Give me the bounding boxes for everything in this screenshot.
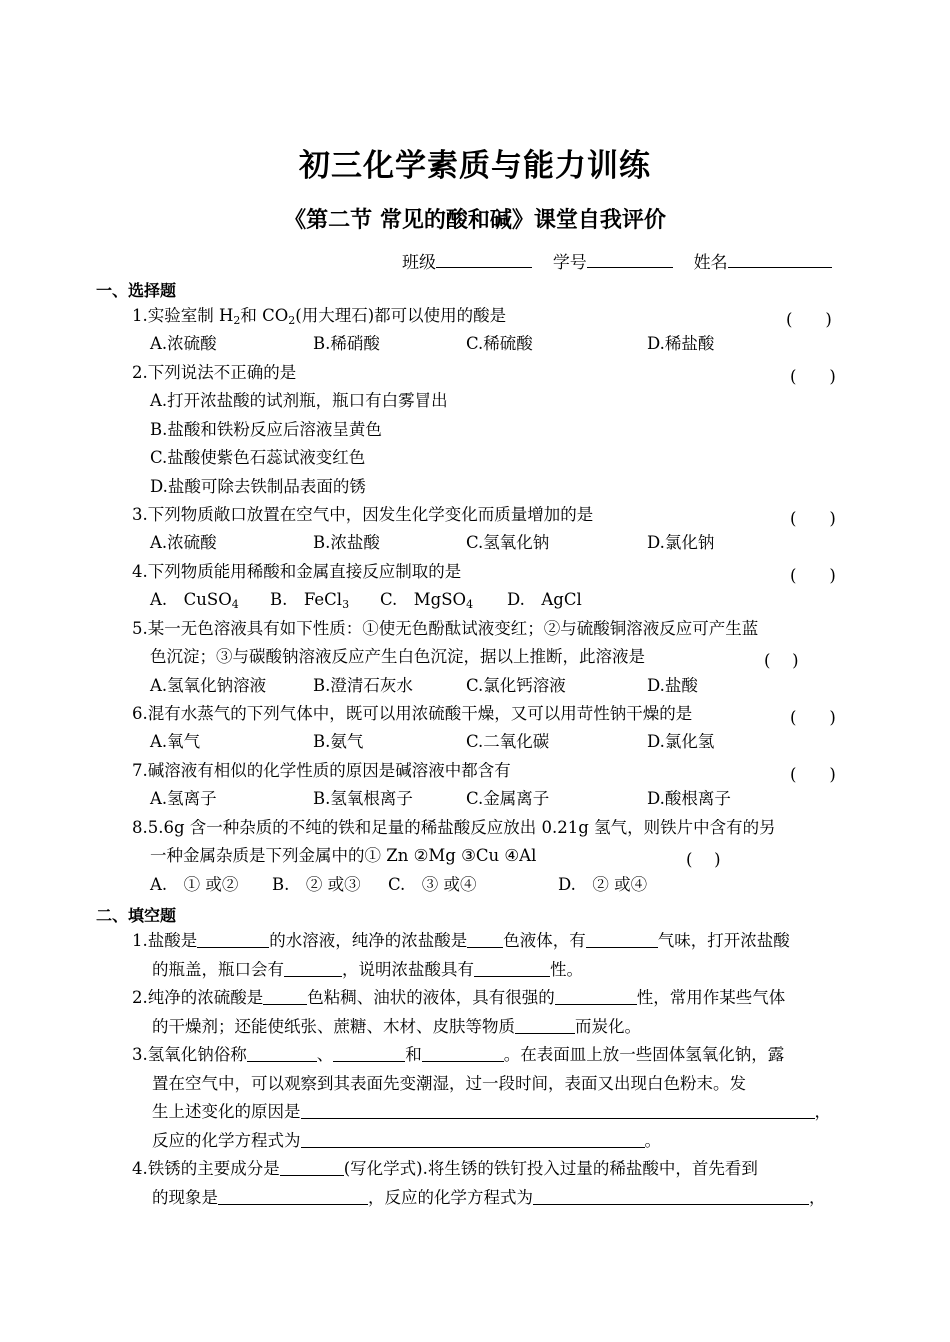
q7-answer-paren[interactable]: ( )	[790, 765, 836, 784]
q1-option-b[interactable]: B.稀硝酸	[313, 334, 380, 353]
q2-option-a[interactable]: A.打开浓盐酸的试剂瓶，瓶口有白雾冒出	[150, 391, 448, 410]
q1-option-d[interactable]: D.稀盐酸	[647, 334, 715, 353]
page-title: 初三化学素质与能力训练	[299, 148, 651, 184]
q4-option-b[interactable]: B. FeCl$_3$	[270, 590, 350, 611]
question-2: 2.下列说法不正确的是	[132, 363, 297, 382]
page-subtitle: 《第二节 常见的酸和碱》课堂自我评价	[284, 207, 666, 233]
q1-text-b: 和 CO	[240, 306, 289, 325]
q2-option-d[interactable]: D.盐酸可除去铁制品表面的锈	[150, 477, 366, 496]
fill-4-blank-3[interactable]	[533, 1189, 809, 1205]
q2-answer-paren[interactable]: ( )	[790, 367, 836, 386]
question-7: 7.碱溶液有相似的化学性质的原因是碱溶液中都含有	[132, 761, 511, 780]
fill-3-line-1: 3.氢氧化钠俗称 、 和 。在表面皿上放一些固体氢氧化钠，露	[132, 1045, 785, 1064]
question-3: 3.下列物质敞口放置在空气中，因发生化学变化而质量增加的是	[132, 505, 594, 524]
q4-answer-paren[interactable]: ( )	[790, 566, 836, 585]
question-1	[132, 306, 506, 326]
q5-option-d[interactable]: D.盐酸	[647, 676, 698, 695]
fill-2-blank-1[interactable]	[263, 989, 307, 1005]
fill-3-line-2: 置在空气中，可以观察到其表面先变潮湿，过一段时间，表面又出现白色粉末。发	[152, 1074, 746, 1093]
question-5-line-1: 5.某一无色溶液具有如下性质：①使无色酚酞试液变红；②与硫酸铜溶液反应可产生蓝	[132, 619, 759, 638]
fill-1-line-2: 的瓶盖，瓶口会有 ，说明浓盐酸具有 性。	[152, 960, 583, 979]
name-blank[interactable]	[728, 251, 832, 268]
q6-answer-paren[interactable]: ( )	[790, 708, 836, 727]
question-5-line-2: 色沉淀；③与碳酸钠溶液反应产生白色沉淀，据以上推断，此溶液是	[150, 647, 645, 666]
q6-option-b[interactable]: B.氨气	[313, 732, 364, 751]
class-label: 班级	[402, 253, 436, 273]
q4-option-a[interactable]: A. CuSO$_4$	[150, 590, 239, 611]
q7-option-b[interactable]: B.氢氧根离子	[313, 789, 413, 808]
q4-option-c[interactable]: C. MgSO$_4$	[380, 590, 474, 611]
fill-2-blank-3[interactable]	[515, 1018, 575, 1034]
q3-option-a[interactable]: A.浓硫酸	[150, 533, 217, 552]
q3-option-c[interactable]: C.氢氧化钠	[466, 533, 550, 552]
q5-option-c[interactable]: C.氯化钙溶液	[466, 676, 566, 695]
q1-sub-co2: 2	[288, 314, 296, 327]
q8-option-d[interactable]: D. ② 或④	[558, 875, 648, 894]
question-6: 6.混有水蒸气的下列气体中，既可以用浓硫酸干燥，又可以用苛性钠干燥的是	[132, 704, 693, 723]
q3-option-b[interactable]: B.浓盐酸	[313, 533, 380, 552]
fill-1-blank-1[interactable]	[197, 932, 269, 948]
q1-option-c[interactable]: C.稀硫酸	[466, 334, 533, 353]
fill-3-blank-5[interactable]	[301, 1132, 645, 1148]
q1-option-a[interactable]: A.浓硫酸	[150, 334, 217, 353]
q1-sub-h2: 2	[233, 314, 241, 327]
fill-3-blank-3[interactable]	[422, 1046, 504, 1062]
section-heading-fill: 二、填空题	[96, 906, 177, 925]
question-8-line-2: 一种金属杂质是下列金属中的① Zn ②Mg ③Cu ④Al	[150, 846, 537, 865]
q6-option-a[interactable]: A.氧气	[150, 732, 201, 751]
question-8-line-1: 8.5.6g 含一种杂质的不纯的铁和足量的稀盐酸反应放出 0.21g 氢气，则铁片中含有的另	[132, 818, 776, 837]
fill-1-blank-5[interactable]	[474, 961, 550, 977]
q8-option-c[interactable]: C. ③ 或④	[388, 875, 477, 894]
fill-4-blank-2[interactable]	[218, 1189, 368, 1205]
q2-option-c[interactable]: C.盐酸使紫色石蕊试液变红色	[150, 448, 366, 467]
question-4: 4.下列物质能用稀酸和金属直接反应制取的是	[132, 562, 462, 581]
q2-option-b[interactable]: B.盐酸和铁粉反应后溶液呈黄色	[150, 420, 382, 439]
q7-option-c[interactable]: C.金属离子	[466, 789, 550, 808]
fill-1-blank-3[interactable]	[586, 932, 658, 948]
fill-1-blank-4[interactable]	[284, 961, 342, 977]
q6-option-c[interactable]: C.二氧化碳	[466, 732, 550, 751]
q3-answer-paren[interactable]: ( )	[790, 509, 836, 528]
q5-answer-paren[interactable]: ( )	[764, 651, 799, 670]
q1-answer-paren[interactable]: ( )	[786, 310, 832, 329]
name-label: 姓名	[693, 253, 728, 273]
fill-1-blank-2[interactable]	[467, 932, 503, 948]
class-blank[interactable]	[436, 251, 532, 268]
number-blank[interactable]	[587, 251, 673, 268]
fill-2-line-2: 的干燥剂；还能使纸张、蔗糖、木材、皮肤等物质 而炭化。	[152, 1017, 641, 1036]
fill-4-line-1: 4.铁锈的主要成分是 (写化学式).将生锈的铁钉投入过量的稀盐酸中，首先看到	[132, 1159, 758, 1178]
fill-2-blank-2[interactable]	[555, 989, 637, 1005]
section-heading-choice: 一、选择题	[96, 281, 177, 300]
q4-option-d[interactable]: D. AgCl	[507, 590, 582, 609]
q7-option-d[interactable]: D.酸根离子	[647, 789, 731, 808]
fill-3-blank-2[interactable]	[333, 1046, 405, 1062]
q7-option-a[interactable]: A.氢离子	[150, 789, 217, 808]
q1-text-c: (用大理石)都可以使用的酸是	[295, 306, 507, 325]
fill-1-line-1: 1.盐酸是 的水溶液，纯净的浓盐酸是 色液体，有 气味，打开浓盐酸	[132, 931, 790, 950]
q1-text-a: 1.实验室制 H	[132, 306, 234, 325]
fill-2-line-1: 2.纯净的浓硫酸是 色粘稠、油状的液体，具有很强的 性，常用作某些气体	[132, 988, 786, 1007]
q6-option-d[interactable]: D.氯化氢	[647, 732, 715, 751]
q5-option-b[interactable]: B.澄清石灰水	[313, 676, 413, 695]
fill-3-line-4: 反应的化学方程式为 。	[152, 1131, 661, 1150]
q3-option-d[interactable]: D.氯化钠	[647, 533, 715, 552]
fill-3-line-3: 生上述变化的原因是 ，	[152, 1102, 831, 1121]
student-info-line	[402, 248, 832, 273]
q5-option-a[interactable]: A.氢氧化钠溶液	[150, 676, 267, 695]
fill-4-blank-1[interactable]	[280, 1160, 344, 1176]
fill-4-line-2: 的现象是 ，反应的化学方程式为 ，	[152, 1188, 826, 1207]
q8-answer-paren[interactable]: ( )	[686, 850, 721, 869]
fill-3-blank-4[interactable]	[301, 1103, 815, 1119]
q8-option-a[interactable]: A. ① 或②	[150, 875, 239, 894]
number-label: 学号	[552, 253, 587, 273]
q8-option-b[interactable]: B. ② 或③	[272, 875, 361, 894]
fill-3-blank-1[interactable]	[247, 1046, 317, 1062]
